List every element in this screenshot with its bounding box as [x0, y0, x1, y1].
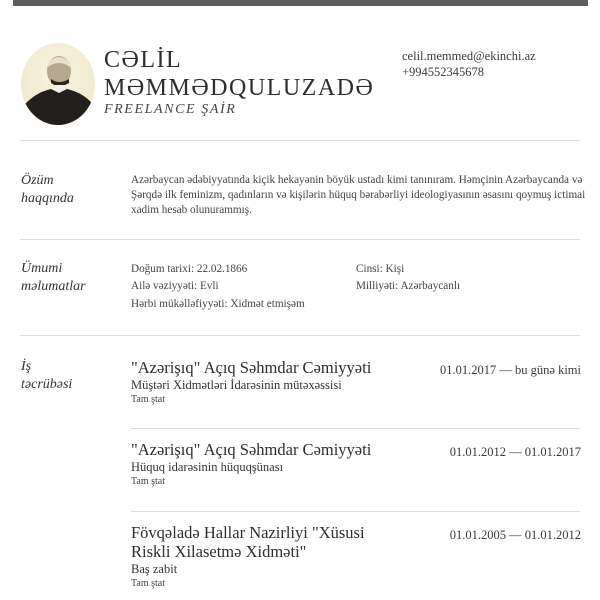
nationality: Milliyəti: Azərbaycanlı: [356, 280, 461, 292]
avatar: [21, 43, 95, 125]
job-divider: [131, 428, 580, 429]
job-position: Müştəri Xidmətləri İdarəsinin mütəxəssisi: [131, 378, 342, 392]
last-name: MƏMMƏDQULUZADƏ: [104, 75, 375, 101]
job-company: "Azərişıq" Açıq Səhmdar Cəmiyyəti: [131, 358, 372, 377]
contact-info: [402, 48, 536, 80]
job-position: Baş zabit: [131, 562, 178, 576]
job-company: Fövqəladə Hallar Nazirliyi "Xüsusi Riskli Xilasetmə Xidməti": [131, 523, 365, 561]
job-company: "Azərişıq" Açıq Səhmdar Cəmiyyəti: [131, 440, 372, 459]
about-section-label: [21, 172, 74, 208]
experience-section-label: [21, 358, 72, 394]
job-entry: [131, 358, 581, 407]
job-type: Tam ştat: [131, 578, 166, 589]
job-dates: 01.01.2005 — 01.01.2012: [449, 528, 581, 542]
birth-date: Doğum tarixi: 22.02.1866: [131, 263, 248, 275]
general-label-line2: məlumatlar: [21, 279, 86, 294]
job-type: Tam ştat: [131, 394, 166, 405]
about-text: Azərbaycan ədəbiyyatında kiçik hekayənin böyük ustadı kimi tanınıram. Həmçinin Azərbaycanda və Şərqdə ilk feminizm, qadınların və kişilərin hüquq bərabərliyi ideologiyasının əsasını qoymuş ictimai xadim hesab olunurammış.: [131, 174, 586, 216]
first-name: CƏLİL: [104, 47, 183, 73]
section-divider: [20, 140, 580, 141]
military-status: Hərbi mükəlləfiyyəti: Xidmət etmişəm: [131, 298, 305, 310]
section-divider: [20, 335, 580, 336]
job-divider: [131, 511, 580, 512]
resume-header: [0, 0, 600, 140]
job-entry: [131, 523, 581, 591]
job-entry: [131, 440, 581, 489]
email-link[interactable]: celil.memmed@ekinchi.az: [402, 49, 536, 63]
marital-status: Ailə vəziyyəti: Evli: [131, 280, 219, 292]
about-label-line2: haqqında: [21, 191, 74, 206]
about-label-line1: Özüm: [21, 173, 54, 188]
job-type: Tam ştat: [131, 476, 166, 487]
portrait-photo-icon: [21, 43, 95, 125]
job-position: Hüquq idarəsinin hüquqşünası: [131, 460, 284, 474]
general-section-label: [21, 260, 86, 296]
full-name: [104, 46, 374, 102]
experience-label-line2: təcrübəsi: [21, 377, 73, 392]
general-label-line1: Ümumi: [21, 261, 63, 276]
job-dates: 01.01.2012 — 01.01.2017: [449, 445, 581, 459]
section-divider: [20, 239, 580, 240]
experience-label-line1: İş: [21, 359, 32, 374]
job-title: FREELANCE ŞAİR: [104, 102, 237, 117]
phone-number[interactable]: +994552345678: [402, 65, 485, 79]
gender: Cinsi: Kişi: [356, 263, 405, 275]
job-dates: 01.01.2017 — bu günə kimi: [440, 363, 581, 377]
